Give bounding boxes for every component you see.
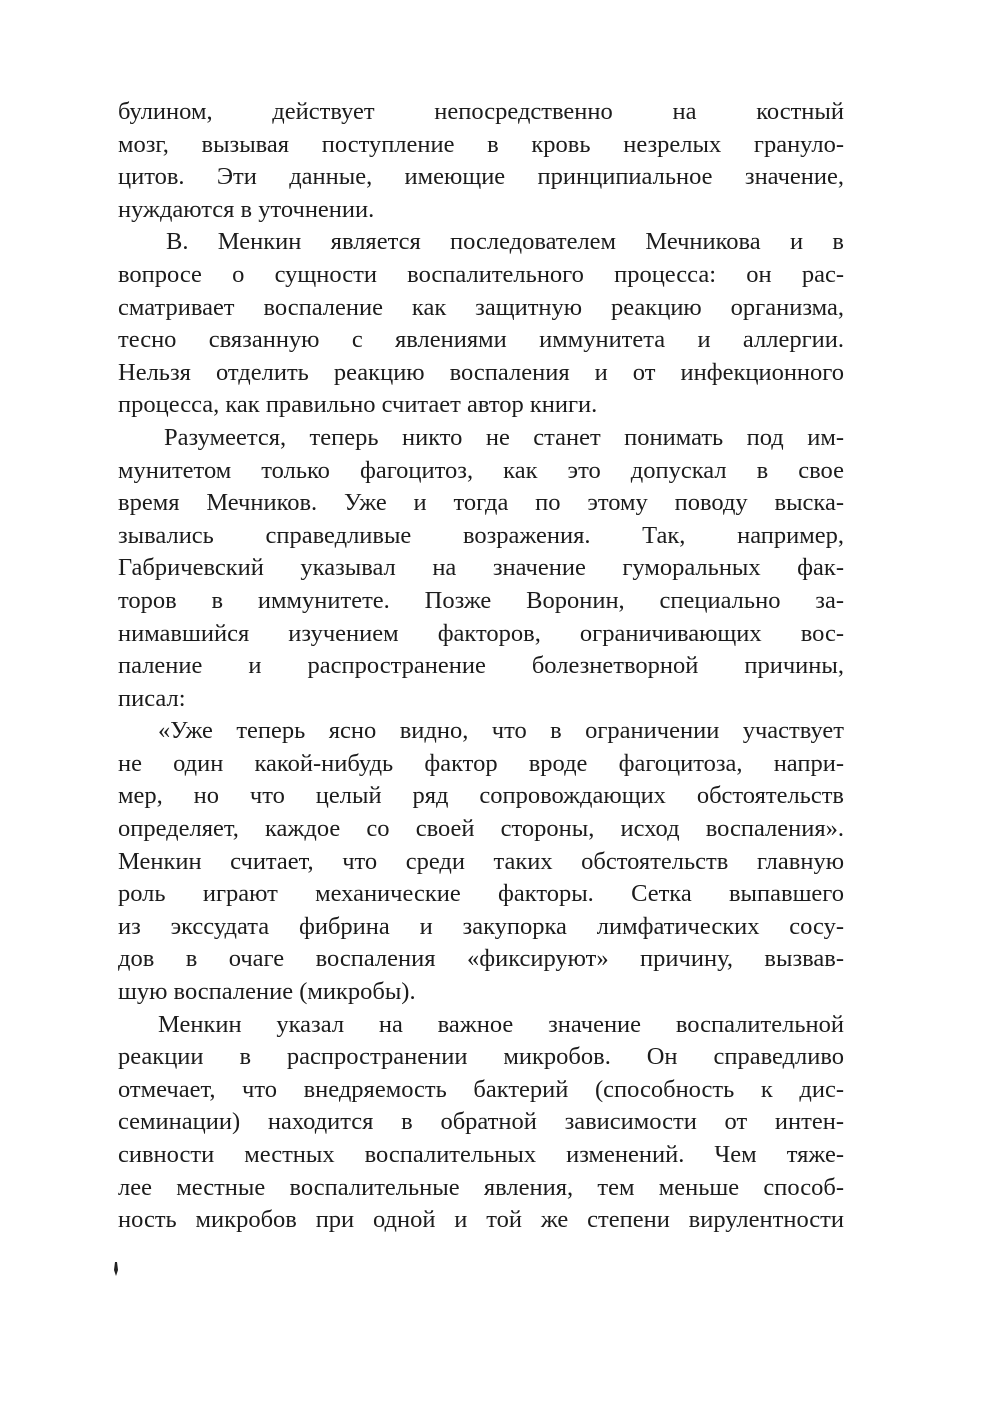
text-line: дов в очаге воспаления «фиксируют» причину, вызвав- [118, 945, 844, 973]
quote-first-line: «Уже теперь ясно видно, что в ограничении участвует [158, 717, 844, 745]
text-line: из экссудата фибрина и закупорка лимфатических сосу- [118, 912, 844, 940]
text-line: булином, действует непосредственно на костный [118, 98, 844, 125]
text-line: зывались справедливые возражения. Так, например, [118, 521, 844, 549]
text-line: лее местные воспалительные явления, тем меньше способ- [118, 1173, 844, 1201]
page-text [118, 96, 844, 1237]
text-line: отмечает, что внедряемость бактерий (способность к дис- [118, 1075, 844, 1103]
text-line: паление и распространение болезнетворной причины, [118, 652, 844, 680]
text-line: Менкин считает, что среди таких обстоятельств главную [118, 847, 844, 875]
paragraph-first-line: Менкин указал на важное значение воспалительной [158, 1010, 844, 1038]
text-line: реакции в распространении микробов. Он справедливо [118, 1043, 844, 1071]
text-line: мозг, вызывая поступление в кровь незрелых грануло- [118, 130, 844, 158]
text-line: нимавшийся изучением факторов, ограничивающих вос- [118, 619, 844, 647]
text-line: сматривает воспаление как защитную реакцию организма, [118, 293, 844, 321]
text-line: торов в иммунитете. Позже Воронин, специально за- [118, 586, 844, 614]
text-line: определяет, каждое со своей стороны, исход воспаления». [118, 815, 844, 843]
text-line: мер, но что целый ряд сопровождающих обстоятельств [118, 782, 844, 810]
text-line: нуждаются в уточнении. [118, 195, 375, 223]
text-line: писал: [118, 684, 186, 712]
paragraph-first-line: В. Менкин является последователем Мечникова и в [166, 228, 844, 256]
text-line: время Мечников. Уже и тогда по этому поводу выска- [118, 489, 844, 517]
text-line: тесно связанную с явлениями иммунитета и аллергии. [118, 326, 844, 354]
text-line: цитов. Эти данные, имеющие принципиальное значение, [118, 163, 844, 191]
print-speck-mark [113, 1262, 119, 1276]
text-line: Нельзя отделить реакцию воспаления и от инфекционного [118, 358, 844, 386]
paragraph-first-line: Разумеется, теперь никто не станет понимать под им- [164, 423, 844, 451]
text-line: шую воспаление (микробы). [118, 978, 416, 1006]
text-line: вопросе о сущности воспалительного процесса: он рас- [118, 260, 844, 288]
text-line: процесса, как правильно считает автор книги. [118, 391, 598, 419]
text-line: мунитетом только фагоцитоз, как это допускал в свое [118, 456, 844, 484]
text-line: сивности местных воспалительных изменений. Чем тяже- [118, 1141, 844, 1168]
text-line: не один какой-нибудь фактор вроде фагоцитоза, напри- [118, 749, 844, 777]
text-line: роль играют механические факторы. Сетка выпавшего [118, 880, 844, 908]
text-line: Габричевский указывал на значение гуморальных фак- [118, 554, 844, 582]
text-line: семинации) находится в обратной зависимости от интен- [118, 1108, 844, 1136]
text-line: ность микробов при одной и той же степени вирулентности [118, 1206, 844, 1234]
